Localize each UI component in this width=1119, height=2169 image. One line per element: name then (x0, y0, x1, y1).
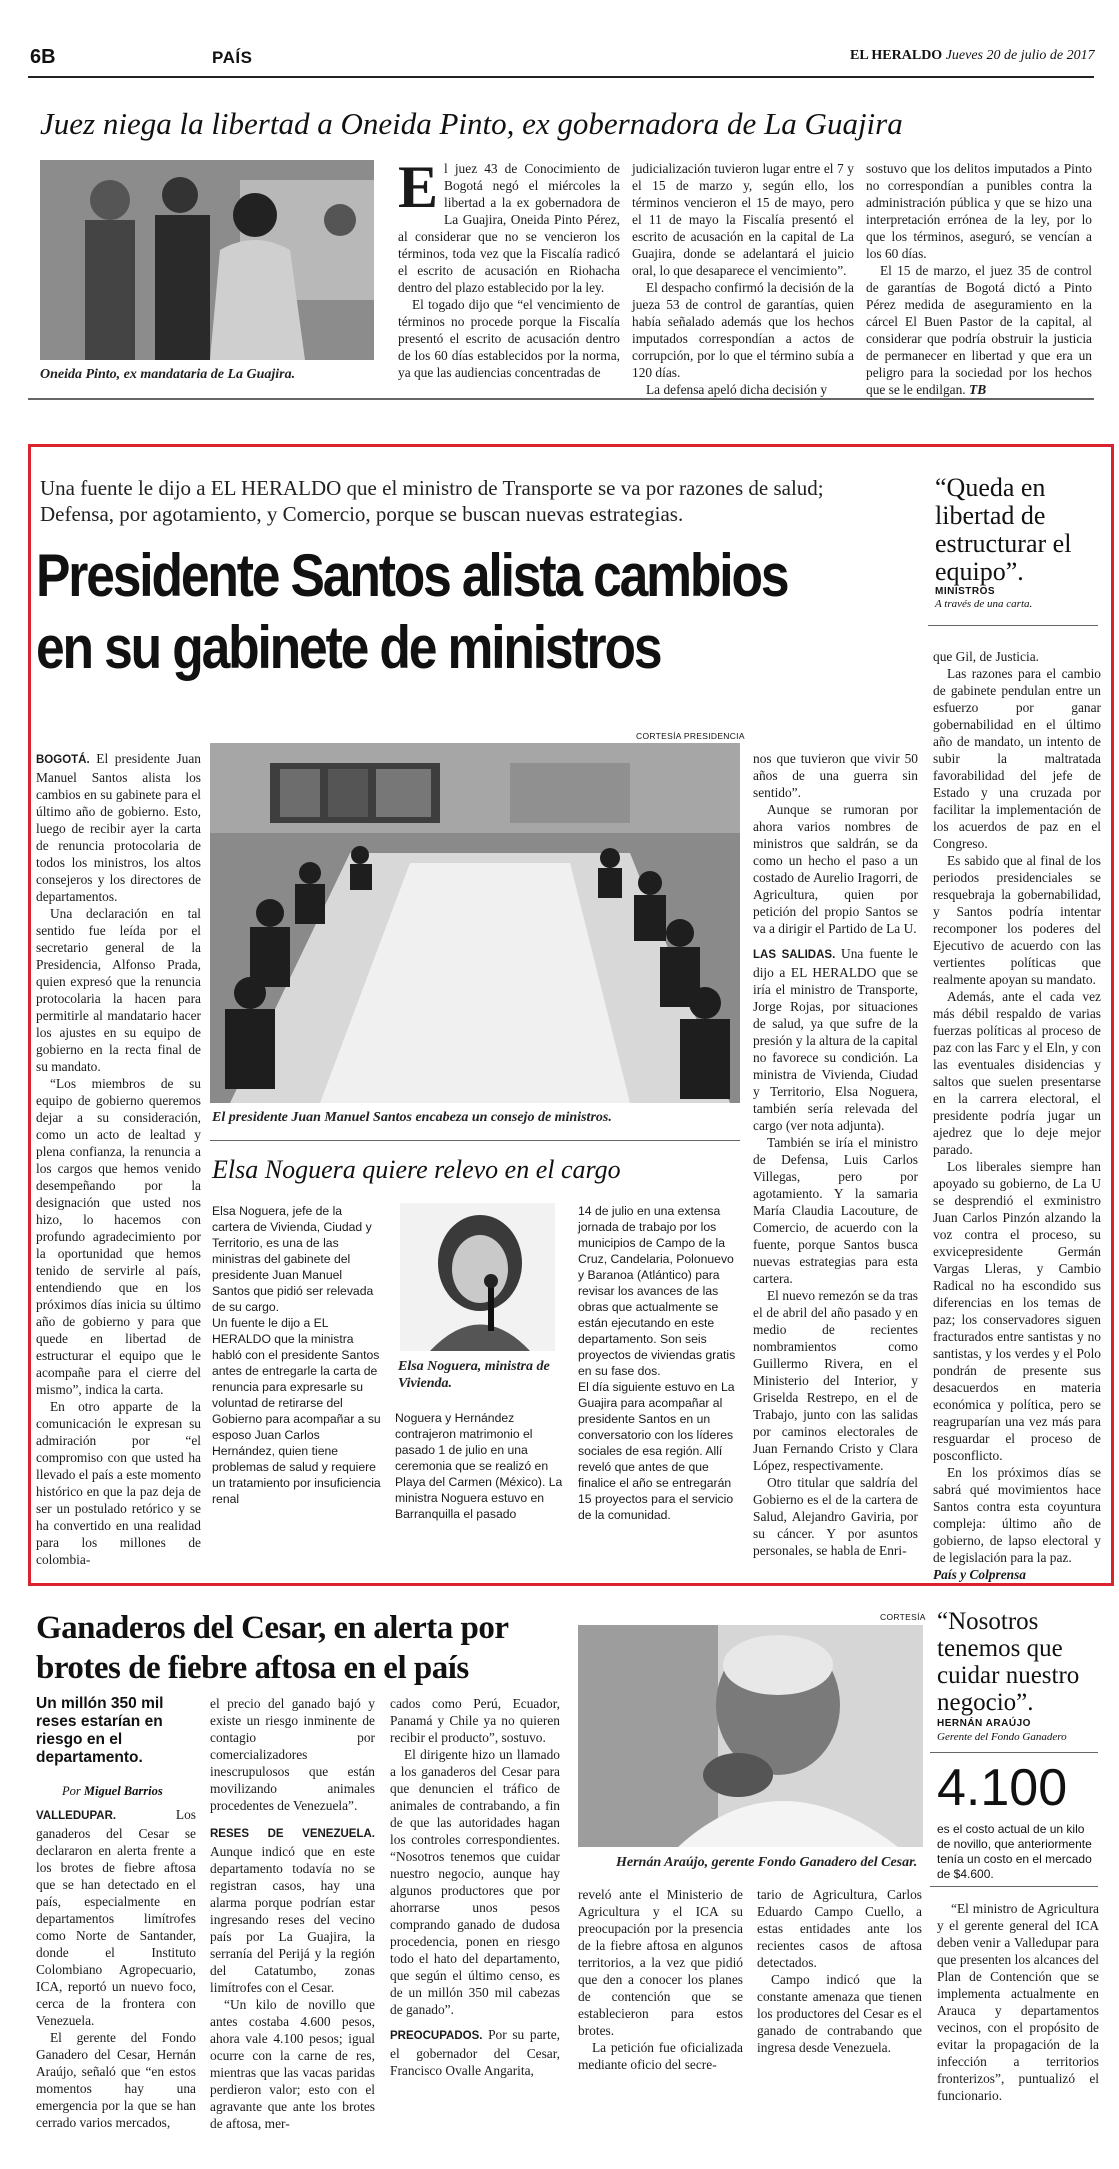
story2-pull-quote: “Queda en libertad de estructurar el equipo”. (935, 473, 1072, 586)
story3-col3-text: Por su parte, el gobernador del Cesar, Francisco Ovalle Angarita, (390, 2027, 560, 2078)
story1-col3-p1: sostuvo que los delitos imputados a Pinto no correspondían a punibles contra la administración pública y que se hizo una interpretación errónea de la ley, por lo que los términos, aseguró, se vencían a los 60 días. (866, 161, 1092, 261)
sidebar-col3-p1: 14 de julio en una extensa jornada de trabajo por los municipios de Campo de la Cruz, Candelaria, Polonuevo y Baranoa (Atlántico) para revisar los avances de las obras que actualmente se están ejecutando en este departamento. Son seis proyectos de viviendas gratis en su fase dos. (578, 1204, 736, 1378)
story3-col5-p2: Campo indicó que la constante amenaza que tienen los productores del Cesar es el ganado de contrabando que ingresa desde Venezuela. (757, 1972, 922, 2055)
story2-photo-credit: CORTESÍA PRESIDENCIA (636, 731, 745, 741)
story2-col3-p1: nos que tuvieron que vivir 50 años de una guerra sin sentido”. (753, 751, 918, 800)
sidebar-col1 (212, 1203, 382, 1581)
story3-col3-p1: cados como Perú, Ecuador, Panamá y Chile ya no quieren recibir el producto”, sostuvo. (390, 1696, 560, 1745)
story2-col3-p2: Aunque se rumoran por ahora varios nombres de ministros que saldrán, se da como un hecho el paso a un costado de Aurelio Iragorri, de Agricultura, quien por petición del propio Santos se va a dirigir el Partido de La U. (753, 802, 918, 936)
story3-photo-credit: CORTESÍA (880, 1612, 926, 1622)
story2-col1-p2: Una declaración en tal sentido fue leída por el secretario general de la Presidencia, Alfonso Prada, quien expresó que la renuncia protocolaria la hacen para permitirle al mandatario hacer los ajustes en su equipo de gobierno en la recta final de su mandato. (36, 906, 201, 1074)
story3-quote-role: Gerente del Fondo Ganadero (937, 1731, 1067, 1743)
story2-headline (36, 540, 793, 684)
story1-col3-p2 (866, 262, 1092, 398)
story2-headline-line2: en su gabinete de ministros (36, 614, 661, 681)
story2-quote-role: A través de una carta. (935, 598, 1033, 610)
story3-col1-text: Los ganaderos del Cesar se declararon en alerta frente a los brotes de fiebre aftosa que se han detectado en el país, especialmente en departamentos limítrofes como Norte de Santander, donde el Instituto Colombiano Agropecuario, ICA, reportó un nuevo foco, cerca de la frontera con Venezuela. (36, 1807, 196, 2028)
story2-quote-source: MINISTROS (935, 586, 996, 597)
story3-headline-line2: brotes de fiebre aftosa en el país (36, 1650, 469, 1686)
story2-dateline: BOGOTÁ. (36, 754, 90, 766)
people-illustration (40, 160, 374, 360)
story2-col1-text: El presidente Juan Manuel Santos alista los cambios en su gabinete para el último año de gobierno. Esto, luego de recibir ayer la carta de renuncia protocolaria de todos los ministros, los altos consejeros y los directores de departamentos. (36, 751, 201, 904)
story3-col1-p1 (36, 1806, 196, 2029)
story2-signature: País y Colprensa (933, 1567, 1026, 1582)
story1-col2 (632, 160, 854, 397)
story2-col3-text: Una fuente le dijo a EL HERALDO que se iría el ministro de Transporte, Jorge Rojas, por situaciones de salud, ya que sufre de la presión y la altura de la capital no favorece su condición. La ministra de Vivienda, Ciudad y Territorio, Elsa Noguera, también sería relevada del cargo (ver nota adjunta). (753, 946, 918, 1133)
meeting-illustration (210, 743, 740, 1103)
section-label: PAÍS (212, 48, 253, 67)
story3-dateline: VALLEDUPAR. (36, 1810, 117, 1822)
story1-col2-p3: La defensa apeló dicha decisión y (646, 382, 828, 397)
story3-col4 (578, 1886, 743, 2162)
story2-col4-p1: que Gil, de Justicia. (933, 649, 1039, 664)
story3-col2-p3: “Un kilo de novillo que antes costaba 4.600 pesos, ahora vale 4.100 pesos; igual ocurre con la carne de res, mientras que las vacas paridas perdieron valor; esto con el agravante que ante los brotes de aftosa, mer- (210, 1997, 375, 2131)
portrait-illustration (400, 1203, 555, 1351)
story3-col2-p2 (210, 1824, 375, 1996)
story2-col4 (933, 648, 1101, 1580)
page-number: 6B (30, 46, 56, 68)
story1-headline: Juez niega la libertad a Oneida Pinto, ex gobernadora de La Guajira (40, 106, 903, 141)
oneida-pinto-photo (40, 160, 374, 360)
story3-subhead-preocupados: PREOCUPADOS. (390, 2030, 483, 2042)
sidebar-col3-p2: El día siguiente estuvo en La Guajira para acompañar al presidente Santos en un conversatorio con los líderes sociales de esa región. Allí reveló que antes de que finalice el año se entregarán 15 proyectos para el servicio de la comunidad. (578, 1380, 735, 1522)
story2-col4-p4: Además, ante el cada vez más débil respaldo de varias fuerzas políticas al proceso de paz con las Farc y el Eln, y con las eventuales disidencias y saltos que suelen presentarse en la carrera electoral, el presidente podría jugar un ajedrez que lo deje mejor parado. (933, 989, 1101, 1157)
story2-col1-p4: En otro apparte de la comunicación le expresan su admiración por “el compromiso con que usted ha llevado el país a este momento histórico en que la paz deja de ser un postulado retórico y se ha convertido en una realidad para los millones de colombia- (36, 1399, 201, 1567)
story3-col3 (390, 1695, 560, 2162)
story2-col3-p3 (753, 945, 918, 1134)
sidebar-col1-p1: Elsa Noguera, jefe de la cartera de Vivienda, Ciudad y Territorio, es una de las ministras del gabinete del presidente Juan Manuel Santos que pidió ser relevada de su cargo. (212, 1204, 374, 1314)
story3-col3-p3 (390, 2026, 560, 2079)
story2-col4-p3: Es sabido que al final de los periodos presidenciales se resquebraja la gobernabilidad, y Santos podría intentar recomponer los poderes del Ejecutivo de acuerdo con las vertientes políticas que realmente apoyan su mandato. (933, 853, 1101, 987)
story2-col3-p5: El nuevo remezón se da tras el de abril del año pasado y en medio de recientes nombramientos como Guillermo Rivera, en el Ministerio del Interior, y Griselda Restrepo, en el de Trabajo, junto con las salidas por caminos electorales de Juan Fernando Cristo y Clara López, respectivamente. (753, 1288, 918, 1473)
byline-author: Miguel Barrios (83, 1784, 163, 1798)
story1-photo-caption: Oneida Pinto, ex mandataria de La Guajira. (40, 367, 296, 382)
story3-photo-caption: Hernán Araújo, gerente Fondo Ganadero del Cesar. (616, 1855, 918, 1870)
story3-pull-quote: “Nosotros tenemos que cuidar nuestro negocio”. (937, 1608, 1080, 1716)
story2-col4-p2: Las razones para el cambio de gabinete pendulan entre un esfuerzo por ganar gobernabilidad en el último año de mandato, un intento de subir la maltratada favorabilidad del jefe de Estado y una cruzada por facilitar la implementación de los acuerdos de paz en el Congreso. (933, 666, 1101, 851)
story2-col3 (753, 750, 918, 1580)
sidebar-top-rule (210, 1140, 740, 1141)
story1-signature: TB (969, 382, 987, 397)
story3-col6-p1: “El ministro de Agricultura y el gerente general del ICA deben venir a Valledupar para que presenten los alcances del Plan de Contención que se implementa actualmente en Arauca y departamentos vecinos, con el propósito de evitar la propagación de la infección a territorios fronterizos”, puntualizó el funcionario. (937, 1901, 1099, 2103)
sidebar-photo-caption: Elsa Noguera, ministra de Vivienda. (398, 1359, 550, 1391)
sidebar-col2 (395, 1410, 565, 1582)
story3-col5 (757, 1886, 922, 2162)
story3-headline-line1: Ganaderos del Cesar, en alerta por (36, 1610, 509, 1646)
story2-col3-p6: Otro titular que saldría del Gobierno es el de la cartera de Salud, Alejandro Gaviria, por su cáncer. Y por asuntos personales, se habla de Enri- (753, 1475, 918, 1558)
story3-col1 (36, 1806, 196, 2162)
story3-quote-source: HERNÁN ARAÚJO (937, 1718, 1031, 1729)
story3-col6 (937, 1900, 1099, 2162)
story1-col3-text: El 15 de marzo, el juez 35 de control de garantías de Bogotá dictó a Pinto Pérez medida de aseguramiento en la cárcel El Buen Pastor de la capital, al considerar que podría obstruir la justicia de permanecer en libertad y que era un peligro para la sociedad por los hechos que se le endilgan. (866, 263, 1092, 397)
story1-col3 (866, 160, 1092, 397)
story3-col2-text: Aunque indicó que en este departamento todavía no se registran casos, hay una alarma porque podrían estar ingresando reses del vecino país por La Guajira, la serranía del Perijá y la región del Catatumbo, zonas limítrofes con el Cesar. (210, 1844, 375, 1995)
story1-col1 (398, 154, 620, 385)
byline-prefix: Por (62, 1784, 81, 1798)
story3-col2-p1: el precio del ganado bajó y existe un riesgo inminente de contagio por comercializadores inescrupulosos que están movilizando animales procedentes de Venezuela”. (210, 1696, 375, 1813)
story2-col3-p4: También se iría el ministro de Defensa, Luis Carlos Villegas, pero por agotamiento. Y la samaria María Claudia Lacouture, de Comercio, de acuerdo con la fuente, porque Santos busca nuevas estrategias para esta cartera. (753, 1135, 918, 1286)
story3-col3-p2: El dirigente hizo un llamado a los ganaderos del Cesar para que denuncien el tráfico de animales de contrabando, a fin de que las autoridades hagan los controles correspondientes. “Nosotros tenemos que cuidar nuestro negocio, aunque hay algunos productores que por ahorrarse unos pesos comprando ganado de dudosa procedencia, ponen en riesgo todo el hato del departamento, que según el último censo, es de un millón 350 mil cabezas de ganado”. (390, 1747, 560, 2017)
big-number: 4.100 (937, 1759, 1068, 1817)
bignum-rule (930, 1886, 1098, 1887)
story3-col1-p2: El gerente del Fondo Ganadero del Cesar, Hernán Araújo, señaló que “en estos momentos hay una emergencia por la que se han cerrado varios mercados, (36, 2030, 196, 2130)
story2-col1-p1 (36, 750, 201, 905)
sidebar-headline: Elsa Noguera quiere relevo en el cargo (212, 1155, 621, 1184)
story2-headline-line1: Presidente Santos alista cambios (36, 542, 788, 609)
story3-subhead-reses: RESES DE VENEZUELA. (210, 1828, 375, 1840)
masthead (850, 48, 1095, 64)
story3-headline (36, 1608, 596, 1688)
story2-col4-p6: En los próximos días se sabrá qué movimientos hace Santos contra esta coyuntura compleja: último año de gobierno, de lapso electoral y de legislación para la paz. (933, 1465, 1101, 1565)
story1-bottom-rule (28, 398, 1094, 400)
story1-col1-p2: El togado dijo que “el vencimiento de términos no procede porque la Fiscalía presentó el escrito de acusación dentro de los 60 días establecidos por la norma, ya que las audiencias concentradas de (398, 297, 620, 380)
story2-kicker: Una fuente le dijo a EL HERALDO que el ministro de Transporte se va por razones de salud; Defensa, por agotamiento, y Comercio, porque se buscan nuevas estrategias. (40, 476, 824, 526)
story1-dropcap: E (398, 154, 439, 220)
elsa-noguera-photo (400, 1203, 555, 1351)
hernan-araujo-photo (578, 1625, 923, 1847)
cabinet-meeting-photo (210, 743, 740, 1103)
story2-subhead-salidas: LAS SALIDAS. (753, 949, 836, 961)
story3-col4-p2: La petición fue oficializada mediante oficio del secre- (578, 2040, 743, 2072)
story3-deck: Un millón 350 mil reses estarían en riesgo en el departamento. (36, 1695, 164, 1766)
sidebar-col2-p1: Noguera y Hernández contrajeron matrimonio el pasado 1 de julio en una ceremonia que se realizó en Playa del Carmen (México). La ministra Noguera estuvo en Barranquilla el pasado (395, 1411, 563, 1521)
portrait-illustration-2 (578, 1625, 923, 1847)
story2-photo-caption: El presidente Juan Manuel Santos encabeza un consejo de ministros. (212, 1110, 612, 1125)
story3-col2 (210, 1695, 375, 2162)
story2-col1-p3: “Los miembros de su equipo de gobierno queremos dejar a su consideración, como un acto de lealtad y plena confianza, la renuncia a los cargos que hemos venido desempeñando por la designación que usted nos hizo, lo hacemos con profundo agradecimiento por la oportunidad que hemos tenido de servirle al país, entendiendo que en los próximos días inicia su último año de gobierno y para que quede en libertad de estructurar el equipo que le acompañe para el cierre del mismo”, indica la carta. (36, 1076, 201, 1397)
story1-col2-p1: judicialización tuvieron lugar entre el 7 y el 15 de marzo y, según ello, los términos vencieron el 15 de mayo, pero el 11 de mayo la Fiscalía presentó el escrito de acusación en la capital de La Guajira, donde se adelantará el juicio oral, lo que desaparece el vencimiento”. (632, 161, 854, 278)
quote3-rule (930, 1752, 1098, 1753)
big-number-text: es el costo actual de un kilo de novillo, que anteriormente tenía un costo en el mercado de $4.600. (937, 1822, 1092, 1881)
story2-col1 (36, 750, 201, 1580)
sidebar-col3 (578, 1203, 743, 1581)
paper-name: EL HERALDO (850, 48, 943, 63)
header-rule (28, 76, 1094, 78)
issue-date: Jueves 20 de julio de 2017 (945, 48, 1095, 63)
story2-col4-p5: Los liberales siempre han apoyado su gobierno, de La U se desprendió el exministro Juan Carlos Pinzón alzando la voz contra el proceso, su exvicepresidente Germán Vargas Lleras, y Cambio Radical no ha escondido sus diferencias en los temas de paz; los conservadores siguen fracturados entre santistas y no santistas, y los verdes y el Polo pondrán de presente sus desacuerdos en materia económica y política, pero se reagruparían una vez más para resguardar el proceso de posconflicto. (933, 1159, 1101, 1463)
story3-col5-p1: tario de Agricultura, Carlos Eduardo Campo Cuello, a estas entidades ante los recientes casos de aftosa detectados. (757, 1887, 922, 1970)
story1-col2-p2: El despacho confirmó la decisión de la jueza 53 de control de garantías, quien había señalado además que los hechos imputados correspondían a actos de corrupción, por lo que el término subía a 120 días. (632, 280, 854, 380)
story3-byline (62, 1784, 163, 1799)
story1-col1-p1: l juez 43 de Conocimiento de Bogotá negó el miércoles la libertad a la ex gobernadora de La Guajira, Oneida Pinto Pérez, al considerar que no se vencieron los términos, toda vez que la Fiscalía radicó el escrito de acusación en Riohacha dentro del plazo establecido por la ley. (398, 161, 620, 295)
sidebar-col1-p2: Un fuente le dijo a EL HERALDO que la ministra habló con el presidente Santos antes de entregarle la carta de renuncia para expresarle su voluntad de retirarse del Gobierno para acompañar a su esposo Juan Carlos Hernández, quien tiene problemas de salud y requiere un tratamiento por insuficiencia renal (212, 1316, 381, 1506)
story3-col4-p1: reveló ante el Ministerio de Agricultura y el ICA su preocupación por la presencia de la fiebre aftosa en algunos territorios, a la vez que pidió que den a conocer los planes de contención que se establecieron para estos brotes. (578, 1887, 743, 2038)
quote-rule (928, 625, 1098, 626)
